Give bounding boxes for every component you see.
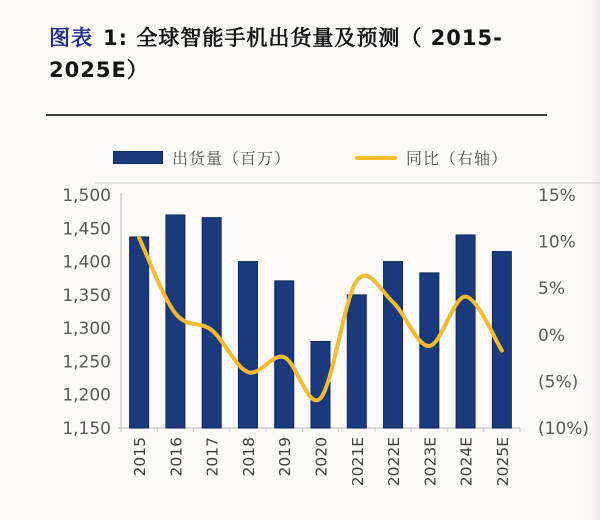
- left-axis-tick-label: 1,300: [62, 319, 111, 340]
- right-axis-tick-label: (5%): [538, 372, 579, 393]
- x-axis-label: 2024E: [457, 437, 476, 487]
- left-axis-tick-label: 1,450: [62, 219, 111, 240]
- left-axis-tick-label: 1,150: [62, 419, 111, 439]
- bar-2019: [275, 281, 294, 428]
- right-axis-tick-label: 5%: [538, 279, 565, 300]
- left-axis-tick-label: 1,400: [62, 252, 111, 273]
- bar-2023E: [420, 273, 439, 428]
- right-axis-tick-label: 0%: [538, 325, 565, 346]
- x-axis-label: 2017: [203, 437, 222, 477]
- bar-2017: [202, 218, 221, 428]
- x-axis-label: 2016: [167, 437, 186, 477]
- legend-label-shipments: 出货量（百万）: [172, 149, 292, 168]
- x-axis-label: 2020: [312, 437, 331, 477]
- legend-label-yoy: 同比（右轴）: [406, 149, 509, 168]
- title-line1: 1: 全球智能手机出货量及预测（ 2015-: [103, 26, 503, 50]
- x-axis-label: 2019: [276, 437, 295, 477]
- scan-edge-shade: [590, 0, 600, 520]
- title-prefix: 图表: [49, 26, 93, 50]
- x-axis-label: 2022E: [385, 437, 403, 487]
- x-axis-label: 2023E: [421, 437, 440, 487]
- left-axis-tick-label: 1,200: [62, 385, 111, 406]
- x-axis-label: 2021E: [348, 437, 367, 487]
- bar-2015: [130, 237, 149, 428]
- bar-2021E: [347, 295, 366, 428]
- title-line2: 2025E）: [49, 58, 149, 82]
- left-axis-tick-label: 1,350: [62, 285, 111, 306]
- x-axis-label: 2018: [240, 437, 258, 477]
- bar-2022E: [384, 262, 403, 428]
- left-axis-tick-label: 1,500: [62, 186, 111, 206]
- x-axis-label: 2015: [131, 437, 150, 477]
- right-axis-tick-label: 10%: [538, 232, 576, 253]
- bar-2018: [238, 262, 257, 428]
- x-axis-label: 2025E: [493, 437, 512, 487]
- left-axis-tick-label: 1,250: [62, 352, 111, 373]
- right-axis-tick-label: 15%: [538, 186, 576, 206]
- right-axis-tick-label: (10%): [538, 419, 590, 439]
- bar-2024E: [456, 235, 475, 428]
